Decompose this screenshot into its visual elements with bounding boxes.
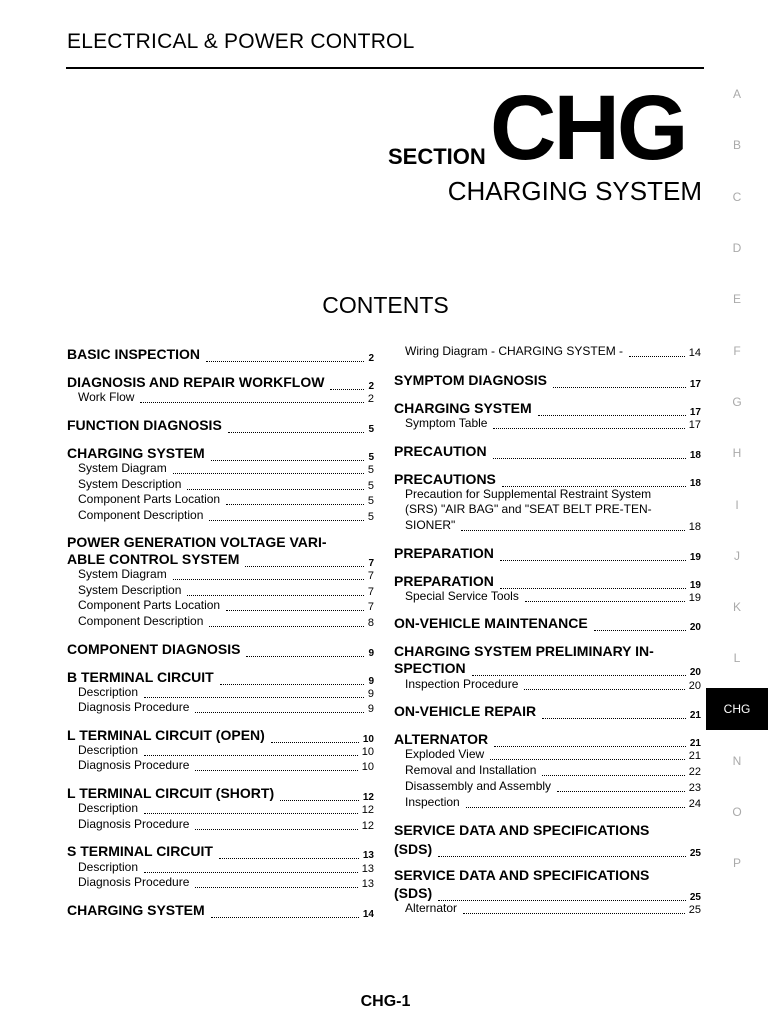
- toc-entry-label: System Description: [78, 583, 182, 597]
- toc-dot-leader: [524, 689, 684, 690]
- section-tab-p[interactable]: P: [732, 856, 741, 870]
- section-word: SECTION: [388, 144, 486, 169]
- section-code: CHG: [490, 77, 686, 179]
- toc-page-number: 7: [367, 601, 374, 613]
- toc-sub-entry[interactable]: [394, 901, 701, 916]
- toc-dot-leader: [144, 872, 358, 873]
- toc-entry-label: S TERMINAL CIRCUIT: [67, 843, 213, 859]
- toc-entry-label: ABLE CONTROL SYSTEM: [67, 551, 240, 567]
- section-tab-l[interactable]: L: [733, 651, 741, 665]
- toc-entry-label: SERVICE DATA AND SPECIFICATIONS: [394, 867, 650, 883]
- toc-dot-leader: [466, 807, 685, 808]
- toc-sub-entry[interactable]: [67, 583, 374, 598]
- toc-dot-leader: [219, 858, 359, 859]
- toc-dot-leader: [500, 560, 686, 561]
- toc-sub-entry[interactable]: [394, 677, 701, 692]
- toc-entry-label: L TERMINAL CIRCUIT (SHORT): [67, 785, 275, 801]
- toc-sub-entry[interactable]: [394, 416, 701, 431]
- toc-heading-entry[interactable]: [67, 902, 374, 920]
- toc-page-number: 18: [689, 478, 701, 489]
- toc-dot-leader: [553, 387, 686, 388]
- toc-page-number: 23: [688, 782, 701, 794]
- toc-page-number: 17: [689, 407, 701, 418]
- toc-dot-leader: [195, 770, 357, 771]
- toc-heading-entry[interactable]: [394, 841, 701, 859]
- toc-sub-entry[interactable]: [67, 567, 374, 582]
- toc-entry-label: ALTERNATOR: [394, 731, 489, 747]
- toc-page-number: 20: [688, 680, 701, 692]
- toc-page-number: 7: [367, 586, 374, 598]
- section-tab-o[interactable]: O: [732, 805, 742, 819]
- toc-page-number: 5: [367, 464, 374, 476]
- toc-page-number: 9: [367, 703, 374, 715]
- toc-entry-label: Description: [78, 685, 139, 699]
- toc-sub-entry[interactable]: [67, 758, 374, 773]
- toc-entry-label: Inspection: [405, 795, 460, 809]
- toc-entry-label: PRECAUTION: [394, 443, 487, 459]
- toc-entry-label: CHARGING SYSTEM: [67, 902, 205, 918]
- toc-dot-leader: [173, 473, 364, 474]
- toc-entry-label: CHARGING SYSTEM PRELIMINARY IN-: [394, 643, 654, 659]
- section-tab-i[interactable]: I: [735, 498, 739, 512]
- toc-dot-leader: [228, 432, 365, 433]
- toc-dot-leader: [542, 775, 684, 776]
- toc-heading-entry[interactable]: [67, 843, 374, 861]
- section-tab-k[interactable]: K: [732, 600, 741, 614]
- toc-entry-label: Diagnosis Procedure: [78, 700, 190, 714]
- toc-dot-leader: [209, 626, 363, 627]
- toc-dot-leader: [226, 504, 364, 505]
- toc-entry-label: FUNCTION DIAGNOSIS: [67, 417, 222, 433]
- toc-sub-entry[interactable]: [394, 795, 701, 810]
- toc-heading-entry[interactable]: [67, 641, 374, 659]
- toc-sub-entry[interactable]: [394, 518, 701, 533]
- toc-entry-label: Wiring Diagram - CHARGING SYSTEM -: [405, 344, 624, 358]
- toc-entry-label: POWER GENERATION VOLTAGE VARI-: [67, 534, 327, 550]
- toc-dot-leader: [195, 887, 357, 888]
- toc-sub-entry[interactable]: [394, 344, 701, 359]
- toc-entry-label: Special Service Tools: [405, 589, 519, 603]
- toc-page-number: 21: [688, 750, 701, 762]
- toc-dot-leader: [438, 856, 686, 857]
- toc-dot-leader: [594, 630, 686, 631]
- toc-entry-label: Description: [78, 860, 139, 874]
- header-rule: [66, 67, 704, 69]
- toc-entry-label: Disassembly and Assembly: [405, 779, 552, 793]
- toc-sub-entry[interactable]: [67, 461, 374, 476]
- toc-dot-leader: [246, 656, 364, 657]
- toc-heading-entry[interactable]: [394, 643, 701, 661]
- toc-page-number: 17: [689, 379, 701, 390]
- toc-page-number: 12: [361, 820, 374, 832]
- toc-dot-leader: [542, 718, 686, 719]
- toc-entry-label: SPECTION: [394, 660, 466, 676]
- toc-dot-leader: [187, 489, 364, 490]
- toc-entry-label: SERVICE DATA AND SPECIFICATIONS: [394, 822, 650, 838]
- toc-sub-entry[interactable]: [67, 743, 374, 758]
- toc-entry-label: (SDS): [394, 885, 433, 901]
- toc-sub-entry[interactable]: [67, 477, 374, 492]
- toc-page-number: 18: [689, 450, 701, 461]
- toc-page-number: 18: [688, 521, 701, 533]
- toc-entry-label: BASIC INSPECTION: [67, 346, 201, 362]
- toc-entry-label: PRECAUTIONS: [394, 471, 496, 487]
- toc-dot-leader: [472, 675, 686, 676]
- toc-page-number: 7: [367, 570, 374, 582]
- toc-sub-entry[interactable]: [67, 801, 374, 816]
- toc-dot-leader: [461, 530, 684, 531]
- toc-entry-label: System Diagram: [78, 461, 167, 475]
- toc-page-number: 2: [368, 353, 374, 364]
- toc-page-number: 2: [368, 381, 374, 392]
- toc-page-number: 20: [689, 622, 701, 633]
- toc-page-number: 12: [362, 792, 374, 803]
- toc-dot-leader: [140, 402, 363, 403]
- section-index-tabs: [706, 0, 768, 1024]
- toc-entry-label: Alternator: [405, 901, 458, 915]
- toc-dot-leader: [209, 520, 363, 521]
- toc-sub-entry[interactable]: [67, 598, 374, 613]
- toc-entry-label: Work Flow: [78, 390, 135, 404]
- toc-entry-label: Component Description: [78, 614, 204, 628]
- toc-heading-entry[interactable]: [394, 545, 701, 563]
- toc-entry-label: Diagnosis Procedure: [78, 875, 190, 889]
- toc-entry-label: CHARGING SYSTEM: [394, 400, 532, 416]
- toc-page-number: 9: [367, 688, 374, 700]
- toc-page-number: 13: [362, 850, 374, 861]
- toc-entry-label: Precaution for Supplemental Restraint System: [405, 487, 652, 501]
- toc-entry-label: Removal and Installation: [405, 763, 537, 777]
- toc-sub-entry[interactable]: [67, 817, 374, 832]
- section-name: CHARGING SYSTEM: [447, 176, 702, 206]
- toc-dot-leader: [493, 458, 686, 459]
- toc-page-number: 9: [368, 648, 374, 659]
- toc-page-number: 22: [688, 766, 701, 778]
- toc-dot-leader: [144, 813, 358, 814]
- toc-page-number: 20: [689, 667, 701, 678]
- toc-page-number: 17: [688, 419, 701, 431]
- toc-page-number: 9: [368, 676, 374, 687]
- toc-sub-entry[interactable]: [67, 685, 374, 700]
- toc-dot-leader: [144, 755, 358, 756]
- toc-page-number: 5: [367, 511, 374, 523]
- toc-heading-entry[interactable]: [67, 346, 374, 364]
- toc-page-number: 21: [689, 738, 701, 749]
- toc-sub-entry[interactable]: [67, 390, 374, 405]
- toc-sub-entry[interactable]: [394, 589, 701, 604]
- toc-heading-entry[interactable]: [394, 615, 701, 633]
- toc-sub-entry[interactable]: [394, 502, 701, 517]
- toc-entry-label: (SDS): [394, 841, 433, 857]
- toc-heading-entry[interactable]: [394, 822, 701, 840]
- toc-entry-label: (SRS) "AIR BAG" and "SEAT BELT PRE-TEN-: [405, 502, 652, 516]
- toc-entry-label: CHARGING SYSTEM: [67, 445, 205, 461]
- toc-dot-leader: [144, 697, 364, 698]
- toc-entry-label: Description: [78, 743, 139, 757]
- section-tab-a[interactable]: A: [732, 87, 741, 101]
- section-tab-d[interactable]: D: [732, 241, 742, 255]
- toc-entry-label: ON-VEHICLE REPAIR: [394, 703, 537, 719]
- toc-dot-leader: [493, 428, 684, 429]
- toc-sub-entry[interactable]: [67, 700, 374, 715]
- toc-heading-entry[interactable]: [394, 443, 701, 461]
- toc-sub-entry[interactable]: [394, 763, 701, 778]
- toc-dot-leader: [206, 361, 364, 362]
- toc-heading-entry[interactable]: [394, 867, 701, 885]
- section-tab-c[interactable]: C: [732, 190, 742, 204]
- toc-dot-leader: [629, 356, 685, 357]
- toc-heading-entry[interactable]: [67, 534, 374, 552]
- section-tab-n[interactable]: N: [732, 754, 742, 768]
- toc-page-number: 10: [361, 761, 374, 773]
- toc-entry-label: Symptom Table: [405, 416, 488, 430]
- toc-page-number: 5: [367, 495, 374, 507]
- toc-dot-leader: [226, 610, 364, 611]
- toc-page-number: 10: [362, 734, 374, 745]
- toc-entry-label: Component Parts Location: [78, 598, 221, 612]
- contents-heading: CONTENTS: [322, 292, 449, 318]
- toc-sub-entry[interactable]: [67, 614, 374, 629]
- toc-page-number: 13: [361, 863, 374, 875]
- toc-entry-label: Description: [78, 801, 139, 815]
- toc-sub-entry[interactable]: [67, 875, 374, 890]
- toc-entry-label: System Diagram: [78, 567, 167, 581]
- toc-page-number: 25: [689, 848, 701, 859]
- toc-page-number: 14: [688, 347, 701, 359]
- page-number: CHG-1: [360, 993, 411, 1010]
- toc-entry-label: PREPARATION: [394, 573, 494, 589]
- toc-entry-label: Exploded View: [405, 747, 485, 761]
- toc-page-number: 14: [362, 909, 374, 920]
- toc-entry-label: SIONER": [405, 518, 456, 532]
- section-tab-chg[interactable]: CHG: [706, 688, 768, 730]
- toc-heading-entry[interactable]: [394, 372, 701, 390]
- toc-dot-leader: [557, 791, 685, 792]
- toc-entry-label: COMPONENT DIAGNOSIS: [67, 641, 241, 657]
- toc-entry-label: Component Parts Location: [78, 492, 221, 506]
- toc-page-number: 19: [689, 552, 701, 563]
- toc-page-number: 5: [368, 452, 374, 463]
- toc-sub-entry[interactable]: [67, 508, 374, 523]
- toc-entry-label: Component Description: [78, 508, 204, 522]
- toc-page-number: 21: [689, 710, 701, 721]
- toc-page-number: 24: [688, 798, 701, 810]
- toc-page-number: 5: [368, 424, 374, 435]
- toc-page-number: 2: [367, 393, 374, 405]
- toc-sub-entry[interactable]: [394, 747, 701, 762]
- toc-sub-entry[interactable]: [394, 487, 701, 502]
- toc-page-number: 13: [361, 878, 374, 890]
- toc-sub-entry[interactable]: [394, 779, 701, 794]
- toc-dot-leader: [195, 712, 363, 713]
- toc-heading-entry[interactable]: [67, 417, 374, 435]
- toc-page-number: 25: [689, 892, 701, 903]
- section-tab-b[interactable]: B: [732, 138, 741, 152]
- header-title: ELECTRICAL & POWER CONTROL: [67, 30, 415, 53]
- toc-heading-entry[interactable]: [394, 703, 701, 721]
- section-tab-f[interactable]: F: [733, 344, 741, 358]
- toc-entry-label: DIAGNOSIS AND REPAIR WORKFLOW: [67, 374, 325, 390]
- section-tab-h[interactable]: H: [732, 446, 742, 460]
- toc-dot-leader: [463, 913, 685, 914]
- toc-page-number: 19: [689, 580, 701, 591]
- toc-entry-label: Inspection Procedure: [405, 677, 519, 691]
- toc-dot-leader: [173, 579, 364, 580]
- toc-page-number: 5: [367, 480, 374, 492]
- toc-entry-label: Diagnosis Procedure: [78, 817, 190, 831]
- toc-entry-label: Diagnosis Procedure: [78, 758, 190, 772]
- toc-sub-entry[interactable]: [67, 860, 374, 875]
- section-tab-g[interactable]: G: [732, 395, 742, 409]
- toc-page-number: 7: [368, 558, 374, 569]
- toc-entry-label: B TERMINAL CIRCUIT: [67, 669, 214, 685]
- toc-dot-leader: [525, 601, 685, 602]
- toc-entry-label: PREPARATION: [394, 545, 494, 561]
- toc-page-number: 8: [367, 617, 374, 629]
- toc-sub-entry[interactable]: [67, 492, 374, 507]
- section-tab-j[interactable]: J: [734, 549, 740, 563]
- toc-entry-label: ON-VEHICLE MAINTENANCE: [394, 615, 588, 631]
- toc-dot-leader: [490, 759, 685, 760]
- toc-entry-label: System Description: [78, 477, 182, 491]
- toc-dot-leader: [195, 829, 357, 830]
- toc-dot-leader: [187, 595, 364, 596]
- toc-page-number: 25: [688, 904, 701, 916]
- section-tab-e[interactable]: E: [732, 292, 741, 306]
- toc-dot-leader: [211, 917, 359, 918]
- toc-heading-entry[interactable]: [394, 660, 701, 678]
- toc-entry-label: SYMPTOM DIAGNOSIS: [394, 372, 547, 388]
- toc-page-number: 10: [361, 746, 374, 758]
- toc-page-number: 12: [361, 804, 374, 816]
- toc-page-number: 19: [688, 592, 701, 604]
- toc-entry-label: L TERMINAL CIRCUIT (OPEN): [67, 727, 265, 743]
